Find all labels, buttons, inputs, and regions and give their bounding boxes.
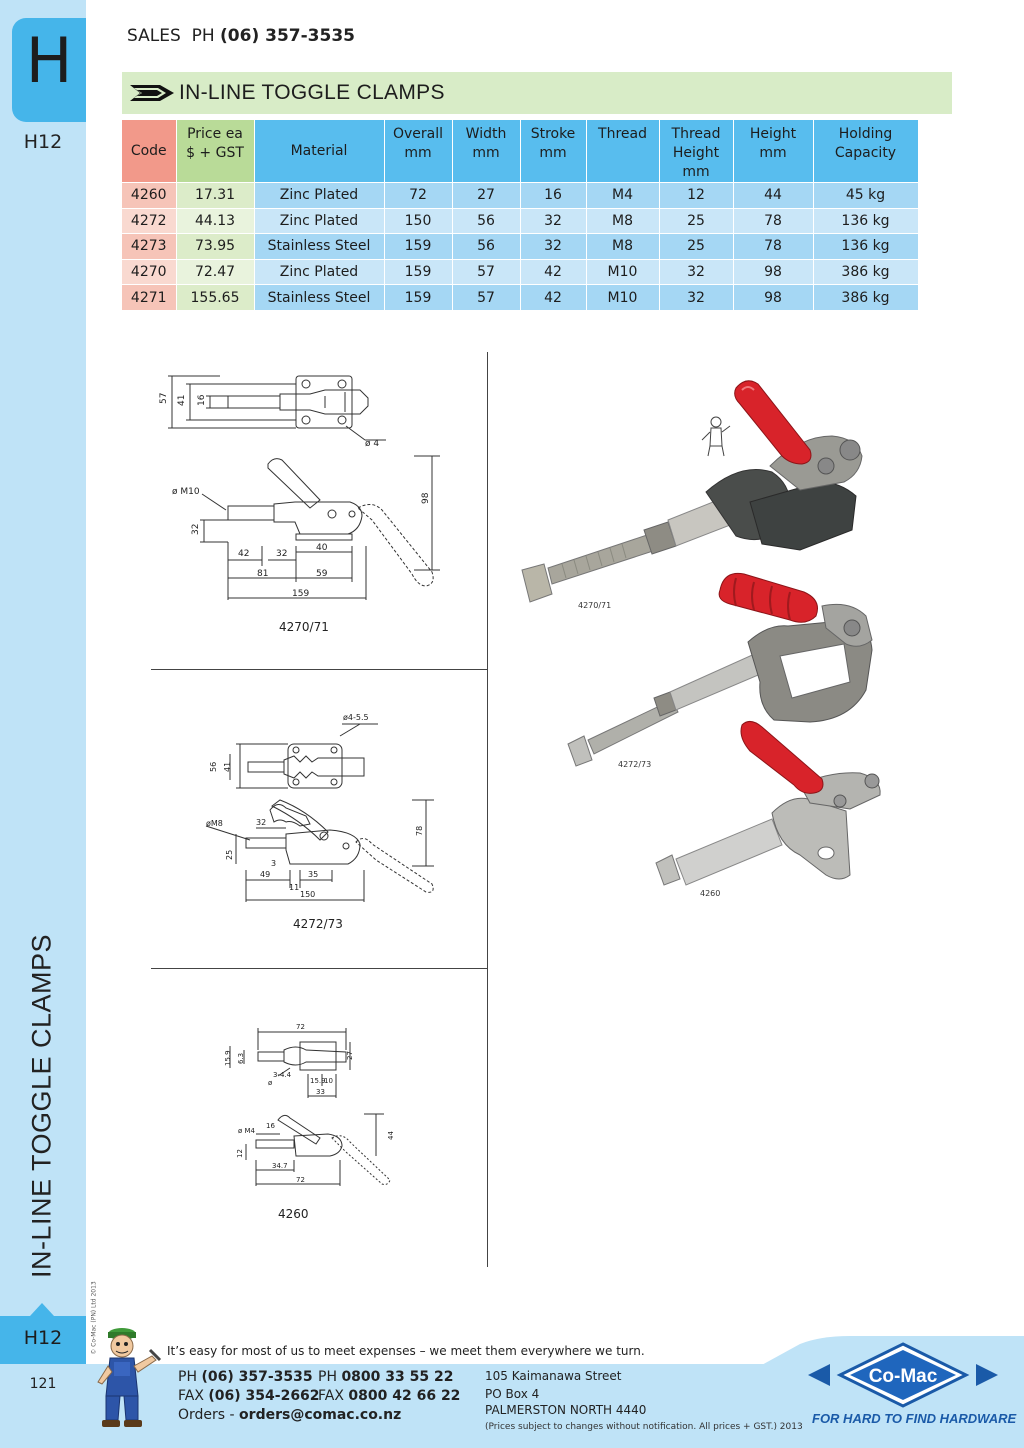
- spec-table: [122, 120, 919, 310]
- sales-phone-line: [127, 26, 355, 46]
- cell-overall: 72: [384, 183, 452, 209]
- technical-drawing-4260: [150, 1020, 486, 1195]
- dim-label: 27: [346, 1051, 354, 1060]
- cell-height: 78: [733, 234, 813, 260]
- dim-label: 35: [308, 870, 319, 879]
- page-code-bottom: H12: [23, 1327, 63, 1349]
- cell-thread: M10: [586, 285, 659, 311]
- dim-label: ø 4: [365, 439, 380, 449]
- cell-thread-height: 25: [659, 234, 733, 260]
- contact-fax2-line: FAX 0800 42 66 22: [318, 1388, 461, 1404]
- cell-code: 4270: [122, 259, 176, 285]
- cell-material: Stainless Steel: [254, 234, 384, 260]
- photo-label: 4260: [700, 889, 721, 898]
- cell-width: 57: [452, 285, 520, 311]
- cell-width: 57: [452, 259, 520, 285]
- address-line-1: 105 Kaimanawa Street: [485, 1369, 622, 1383]
- cell-stroke: 16: [520, 183, 586, 209]
- horizontal-divider: [151, 968, 487, 969]
- cell-overall: 159: [384, 259, 452, 285]
- cell-price: 72.47: [176, 259, 254, 285]
- dim-label: 41: [223, 761, 232, 772]
- contact-orders-line: Orders - orders@comac.co.nz: [178, 1407, 402, 1423]
- contact-phone-2: 0800 33 55 22: [341, 1369, 454, 1385]
- dim-label: 56: [209, 761, 218, 772]
- product-photo-4260: [650, 715, 890, 895]
- dim-label: 150: [300, 890, 316, 899]
- cell-overall: 159: [384, 234, 452, 260]
- page-title: IN-LINE TOGGLE CLAMPS: [179, 81, 445, 104]
- dim-label: ø: [268, 1079, 273, 1087]
- address-line-2: PO Box 4: [485, 1387, 540, 1401]
- dim-label: 41: [177, 394, 187, 406]
- photo-label: 4270/71: [578, 601, 612, 610]
- header-thread-height: Thread Height mm: [659, 120, 733, 183]
- dim-label: 42: [238, 549, 250, 559]
- bottom-page-tab: [0, 1316, 86, 1364]
- arrow-icon: [130, 83, 174, 103]
- cell-code: 4273: [122, 234, 176, 260]
- header-width: Width mm: [452, 120, 520, 183]
- dim-label: ø M10: [172, 487, 200, 497]
- cell-material: Stainless Steel: [254, 285, 384, 311]
- dim-label: 72: [296, 1023, 305, 1031]
- cell-code: 4260: [122, 183, 176, 209]
- table-row: [122, 285, 918, 311]
- header-overall: Overall mm: [384, 120, 452, 183]
- dim-label: 49: [260, 870, 271, 879]
- table-header-row: [122, 120, 918, 183]
- cell-height: 98: [733, 259, 813, 285]
- logo-text: Co-Mac: [868, 1366, 938, 1387]
- cell-price: 73.95: [176, 234, 254, 260]
- dim-label: ø M4: [238, 1127, 256, 1135]
- dim-label: 72: [296, 1176, 305, 1184]
- section-tab: [12, 18, 86, 122]
- sales-ph-label: PH: [191, 26, 215, 46]
- dim-label: 32: [276, 549, 288, 559]
- dim-label: 32: [191, 523, 201, 535]
- cell-stroke: 42: [520, 259, 586, 285]
- cell-code: 4271: [122, 285, 176, 311]
- cell-material: Zinc Plated: [254, 208, 384, 234]
- dim-label: 34.7: [272, 1162, 288, 1170]
- dim-label: 81: [257, 569, 269, 579]
- orders-email-link[interactable]: orders@comac.co.nz: [239, 1407, 402, 1423]
- dim-label: 3: [271, 859, 277, 868]
- dim-label: 32: [256, 818, 267, 827]
- cell-stroke: 32: [520, 208, 586, 234]
- dim-label: 10: [324, 1077, 333, 1085]
- cell-material: Zinc Plated: [254, 183, 384, 209]
- table-row: [122, 183, 918, 209]
- section-letter: H: [25, 24, 73, 97]
- contact-fax-line: FAX (06) 354-2662: [178, 1388, 320, 1404]
- cell-thread-height: 32: [659, 285, 733, 311]
- drawing-label: 4272/73: [293, 917, 343, 931]
- cell-height: 78: [733, 208, 813, 234]
- dim-label: 3-4.4: [273, 1071, 292, 1079]
- contact-phone: (06) 357-3535: [201, 1369, 313, 1385]
- cell-overall: 150: [384, 208, 452, 234]
- cell-width: 27: [452, 183, 520, 209]
- cell-height: 44: [733, 183, 813, 209]
- price-disclaimer: (Prices subject to changes without notification. All prices + GST.) 2013: [485, 1422, 803, 1432]
- contact-phone-line: PH (06) 357-3535: [178, 1369, 313, 1385]
- dim-label: 25: [225, 849, 234, 860]
- horizontal-divider: [151, 669, 487, 670]
- header-stroke: Stroke mm: [520, 120, 586, 183]
- cell-thread: M8: [586, 234, 659, 260]
- cell-thread-height: 32: [659, 259, 733, 285]
- cell-capacity: 136 kg: [813, 208, 918, 234]
- header-material: Material: [254, 120, 384, 183]
- table-row: [122, 234, 918, 260]
- small-mascot-icon: [702, 417, 730, 456]
- cell-width: 56: [452, 234, 520, 260]
- cell-capacity: 136 kg: [813, 234, 918, 260]
- title-bar: [122, 72, 952, 114]
- dim-label: 44: [387, 1131, 395, 1140]
- dim-label: 98: [421, 492, 431, 504]
- sales-label: SALES: [127, 26, 181, 46]
- dim-label: 33: [316, 1088, 325, 1096]
- cell-material: Zinc Plated: [254, 259, 384, 285]
- sales-phone: (06) 357-3535: [220, 26, 355, 46]
- cell-price: 17.31: [176, 183, 254, 209]
- dim-label: 40: [316, 543, 328, 553]
- footer-tagline: It’s easy for most of us to meet expenses – we meet them everywhere we turn.: [167, 1344, 645, 1358]
- cell-thread-height: 12: [659, 183, 733, 209]
- sidebar-section-title: IN-LINE TOGGLE CLAMPS: [26, 933, 57, 1279]
- copyright-note: © Co-Mac (PN) Ltd 2013: [90, 1281, 98, 1355]
- dim-label: 12: [236, 1149, 244, 1158]
- header-holding-capacity: Holding Capacity: [813, 120, 918, 183]
- cell-overall: 159: [384, 285, 452, 311]
- dim-label: 59: [316, 569, 328, 579]
- cell-price: 44.13: [176, 208, 254, 234]
- cell-capacity: 386 kg: [813, 285, 918, 311]
- cell-thread: M10: [586, 259, 659, 285]
- cell-capacity: 45 kg: [813, 183, 918, 209]
- cell-thread-height: 25: [659, 208, 733, 234]
- dim-label: 16: [197, 394, 207, 406]
- cell-thread: M4: [586, 183, 659, 209]
- dim-label: øM8: [206, 819, 223, 828]
- cell-stroke: 32: [520, 234, 586, 260]
- header-code: Code: [122, 120, 176, 183]
- header-height: Height mm: [733, 120, 813, 183]
- table-row: [122, 208, 918, 234]
- dim-label: 57: [159, 392, 169, 404]
- vertical-divider: [487, 352, 488, 1267]
- technical-drawing-4272-73: [150, 710, 486, 910]
- comac-logo: [808, 1342, 998, 1410]
- cell-stroke: 42: [520, 285, 586, 311]
- drawing-label: 4260: [278, 1207, 309, 1221]
- contact-fax: (06) 354-2662: [208, 1388, 320, 1404]
- cell-code: 4272: [122, 208, 176, 234]
- address-line-3: PALMERSTON NORTH 4440: [485, 1403, 647, 1417]
- mascot-icon: [92, 1326, 164, 1430]
- table-row: [122, 259, 918, 285]
- dim-label: 16: [266, 1122, 275, 1130]
- dim-label: 15.9: [310, 1077, 326, 1085]
- cell-thread: M8: [586, 208, 659, 234]
- dim-label: 78: [415, 825, 424, 836]
- dim-label: 15.9: [224, 1050, 232, 1066]
- dim-label: ø4-5.5: [343, 713, 369, 722]
- contact-fax-2: 0800 42 66 22: [348, 1388, 461, 1404]
- dim-label: 11: [289, 883, 300, 892]
- page-number: 121: [29, 1376, 57, 1392]
- cell-width: 56: [452, 208, 520, 234]
- technical-drawing-4270-71: [150, 360, 486, 610]
- logo-tagline: FOR HARD TO FIND HARDWARE: [812, 1411, 1017, 1426]
- page-code-top: H12: [23, 131, 63, 153]
- cell-height: 98: [733, 285, 813, 311]
- header-thread: Thread: [586, 120, 659, 183]
- bottom-tab-notch: [30, 1303, 54, 1316]
- contact-phone2-line: PH 0800 33 55 22: [318, 1369, 454, 1385]
- cell-price: 155.65: [176, 285, 254, 311]
- cell-capacity: 386 kg: [813, 259, 918, 285]
- photo-label: 4272/73: [618, 760, 652, 769]
- dim-label: 6.3: [237, 1052, 245, 1064]
- drawing-label: 4270/71: [279, 620, 329, 634]
- dim-label: 159: [292, 589, 310, 599]
- header-price: Price ea $ + GST: [176, 120, 254, 183]
